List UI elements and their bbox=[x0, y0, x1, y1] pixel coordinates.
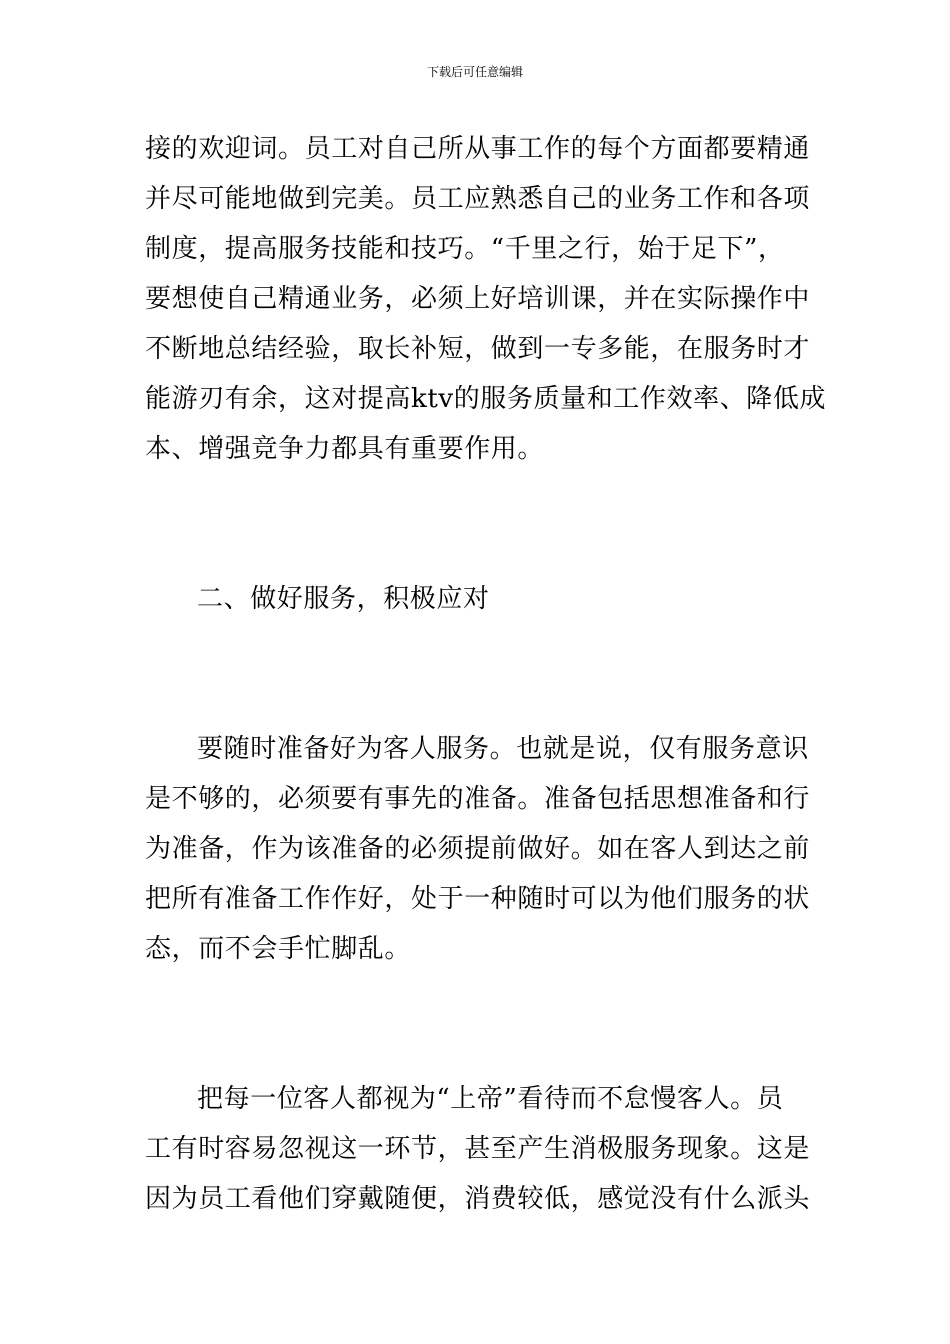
paragraph-line: 接的欢迎词。员工对自己所从事工作的每个方面都要精通 bbox=[145, 134, 811, 164]
paragraph-line: 制度，提高服务技能和技巧。“千里之行，始于足下”， bbox=[145, 234, 785, 264]
paragraph-line: 不断地总结经验，取长补短，做到一专多能，在服务时才 bbox=[145, 334, 811, 364]
paragraph-line: 态，而不会手忙脚乱。 bbox=[145, 934, 412, 964]
section-heading: 二、做好服务，积极应对 bbox=[197, 584, 490, 614]
paragraph-line: 能游刃有余，这对提高ktv的服务质量和工作效率、降低成 bbox=[145, 384, 827, 414]
paragraph-line: 并尽可能地做到完美。员工应熟悉自己的业务工作和各项 bbox=[145, 184, 811, 214]
paragraph-line: 为准备，作为该准备的必须提前做好。如在客人到达之前 bbox=[145, 834, 811, 864]
page-header: 下载后可任意编辑 bbox=[426, 65, 523, 79]
paragraph-line: 是不够的，必须要有事先的准备。准备包括思想准备和行 bbox=[145, 784, 811, 814]
paragraph-line: 因为员工看他们穿戴随便，消费较低，感觉没有什么派头 bbox=[145, 1184, 811, 1214]
paragraph-line: 要随时准备好为客人服务。也就是说，仅有服务意识 bbox=[197, 734, 809, 764]
paragraph-line: 要想使自己精通业务，必须上好培训课，并在实际操作中 bbox=[145, 284, 811, 314]
paragraph-line: 本、增强竞争力都具有重要作用。 bbox=[145, 434, 545, 464]
paragraph-line: 工有时容易忽视这一环节，甚至产生消极服务现象。这是 bbox=[145, 1134, 811, 1164]
paragraph-line: 把每一位客人都视为“上帝”看待而不怠慢客人。员 bbox=[197, 1084, 784, 1114]
paragraph-line: 把所有准备工作作好，处于一种随时可以为他们服务的状 bbox=[145, 884, 811, 914]
